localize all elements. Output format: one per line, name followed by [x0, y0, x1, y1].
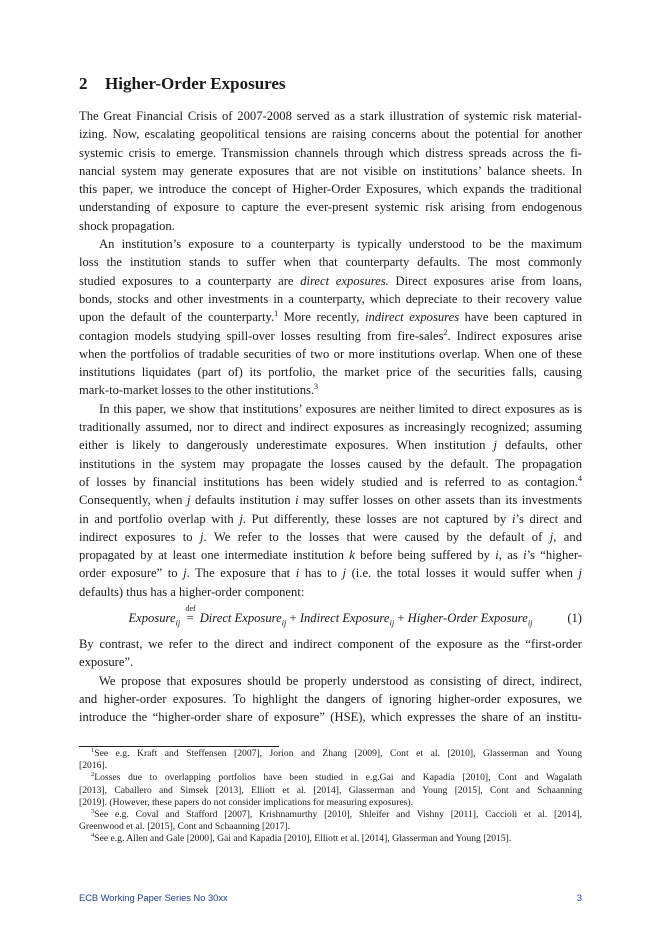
- paragraph: [79, 672, 582, 727]
- italic-text: i: [295, 493, 299, 508]
- text-run: , as: [498, 548, 524, 563]
- text-line: [79, 833, 582, 845]
- footnote: [79, 772, 582, 809]
- text-line: [79, 748, 582, 760]
- text-line: [79, 363, 582, 381]
- text-line: [79, 546, 582, 564]
- footnote-marker: 1: [91, 747, 95, 754]
- italic-text: j: [239, 511, 243, 526]
- text-line: [79, 564, 582, 582]
- text-run: has to: [299, 566, 343, 581]
- text-run: of losses by financial institutions has been widely studied and is referred to as contagion.: [79, 474, 578, 489]
- italic-text: indirect exposures: [364, 310, 460, 325]
- italic-text: i: [523, 548, 527, 563]
- italic-text: i: [495, 548, 499, 563]
- text-run: Direct exposures arise from loans,: [388, 273, 582, 288]
- text-line: [79, 308, 582, 326]
- text-run: . The exposure that: [186, 566, 296, 581]
- text-run: . Put differently, these losses are not captured by: [242, 511, 512, 526]
- text-line: [79, 473, 582, 491]
- equation-term-direct: Direct Exposure: [199, 611, 282, 626]
- text-line: [79, 672, 582, 690]
- text-run: , and: [553, 529, 582, 544]
- text-run: and higher-order exposures. To highlight the dangers of ignoring higher-order exposures, we: [79, 691, 582, 706]
- text-run: See e.g. Allen and Gale [2000], Gai and Kapadia [2010], Elliott et al. [2014], Glasserman and Young [2015].: [94, 833, 512, 845]
- text-run: defaults institution: [190, 493, 296, 508]
- text-run: either is likely to dangerously underestimate exposures. When institution: [79, 438, 494, 453]
- text-run: systemic crisis to emerge. Transmission channels through which distress spreads across the fi-: [79, 145, 582, 160]
- text-line: [79, 198, 582, 216]
- text-run: (i.e. the total losses it would suffer when: [346, 566, 579, 581]
- paragraph: [79, 400, 582, 601]
- italic-text: k: [349, 548, 355, 563]
- page-number: 3: [576, 893, 582, 903]
- text-run: Greenwood et al. [2015], Cont and Schaanning [2017].: [79, 821, 291, 833]
- text-run: Losses due to overlapping portfolios have been studied in e.g.Gai and Kapadia [2010], Cont and Wagalath: [94, 772, 582, 784]
- footnote-marker: 4: [578, 473, 582, 483]
- text-line: [79, 436, 582, 454]
- text-run: More recently,: [278, 310, 365, 325]
- text-line: [79, 381, 582, 399]
- text-run: upon the default of the counterparty.: [79, 310, 275, 325]
- text-run: In this paper, we show that institutions’ exposures are neither limited to direct exposures as is: [99, 401, 582, 416]
- text-run: exposure”.: [79, 655, 134, 670]
- text-run: mark-to-market losses to the other institutions.: [79, 383, 315, 398]
- text-line: [79, 400, 582, 418]
- footnote-marker: 2: [91, 771, 95, 779]
- equation-term-higher-order: Higher-Order Exposure: [407, 611, 528, 626]
- text-run: [2019]. (However, these papers do not consider implications for measuring exposures).: [79, 796, 413, 808]
- text-line: [79, 772, 582, 784]
- text-line: [79, 327, 582, 345]
- text-run: [2016].: [79, 760, 107, 772]
- footnote-marker: 2: [443, 327, 448, 337]
- text-run: defaults) thus has a higher-order component:: [79, 584, 305, 599]
- italic-text: j: [186, 493, 191, 508]
- section-title: Higher-Order Exposures: [105, 74, 286, 93]
- text-run: propagated by at least one intermediate institution: [79, 548, 350, 563]
- text-run: ’s direct and: [515, 511, 582, 526]
- text-run: shock propagation.: [79, 218, 175, 233]
- text-line: [79, 253, 582, 271]
- text-run: studied exposures to a counterparty are: [79, 273, 301, 288]
- section-heading: [79, 74, 286, 94]
- footnote: [79, 809, 582, 833]
- text-run: nancial system may generate exposures that are not visible on institutions’ balance sheets. In: [79, 163, 582, 178]
- text-run: defaults, other: [497, 438, 582, 453]
- paragraph: [79, 235, 582, 400]
- text-run: may suffer losses on other assets than its investments: [298, 493, 582, 508]
- def-equals: def =: [186, 601, 193, 635]
- italic-text: j: [183, 566, 187, 581]
- text-run: See e.g. Coval and Stafford [2007], Krishnamurthy [2010], Shleifer and Vishny [2011], Caccioli et al. [2014],: [94, 808, 582, 820]
- equation-1: Exposure$_{ij}$ def = Direct Exposure$_{ij}$ + Indirect Exposure$_{ij}$ + Higher-Order Exposure$_{ij}$ (1): [79, 601, 582, 635]
- footnote: [79, 833, 582, 845]
- footnote-marker: 4: [91, 832, 95, 840]
- text-run: The Great Financial Crisis of 2007-2008 served as a stark illustration of systemic risk material-: [79, 109, 582, 123]
- paragraphs-before-equation: [79, 107, 582, 601]
- text-run: order exposure” to: [79, 566, 184, 581]
- equation-subscript: ij: [389, 617, 395, 628]
- text-line: [79, 345, 582, 363]
- text-line: [79, 455, 582, 473]
- equation-term-indirect: Indirect Exposure: [299, 611, 390, 626]
- text-line: [79, 510, 582, 528]
- def-label: def: [185, 604, 196, 614]
- text-line: [79, 528, 582, 546]
- footer-series: ECB Working Paper Series No 30xx: [79, 893, 228, 903]
- italic-text: i: [295, 566, 300, 581]
- equation-subscript: ij: [527, 617, 533, 628]
- page-footer: [79, 893, 582, 903]
- italic-text: i: [511, 511, 516, 526]
- text-run: when the portfolios of tradable securities of two or more institutions overlap. When one of these: [79, 346, 582, 361]
- text-line: [79, 144, 582, 162]
- text-line: [79, 125, 582, 143]
- footnote-marker: 1: [274, 309, 279, 319]
- text-run: introduce the “higher-order share of exposure” (HSE), which expresses the share of an institu-: [79, 710, 582, 725]
- text-line: [79, 217, 582, 235]
- paragraph: [79, 635, 582, 672]
- text-line: [79, 235, 582, 253]
- text-run: ’s “higher-: [526, 548, 582, 563]
- text-line: [79, 635, 582, 653]
- equation-subscript: ij: [281, 617, 287, 628]
- text-line: [79, 583, 582, 601]
- paragraph: [79, 107, 582, 235]
- text-run: izing. Now, escalating geopolitical tensions are raising concerns about the potential for another: [79, 127, 582, 142]
- italic-text: j: [199, 529, 204, 544]
- text-line: [79, 653, 582, 671]
- text-run: understanding of exposure to capture the ever-present systemic risk arising from endogenous: [79, 200, 582, 215]
- text-line: [79, 821, 582, 833]
- text-line: [79, 180, 582, 198]
- section-number: 2: [79, 74, 88, 93]
- text-run: institutions in the system may propagate the losses caused by the default. The propagation: [79, 456, 582, 471]
- footnote: [79, 748, 582, 772]
- text-run: have been captured in: [459, 310, 582, 325]
- text-run: institutions liquidates (part of) its portfolio, the market price of the securities falls, causing: [79, 365, 582, 380]
- text-line: [79, 418, 582, 436]
- text-run: indirect exposures to: [79, 529, 200, 544]
- text-run: traditionally assumed, nor to direct and indirect exposures as increasingly recognized; assuming: [79, 420, 582, 435]
- text-run: We propose that exposures should be properly understood as consisting of direct, indirect,: [99, 673, 582, 688]
- text-run: in and portfolio overlap with: [79, 511, 240, 526]
- italic-text: direct exposures.: [300, 273, 389, 288]
- text-run: . We refer to the losses that were caused by the default of: [203, 529, 550, 544]
- text-line: [79, 690, 582, 708]
- text-run: By contrast, we refer to the direct and indirect component of the exposure as the “first-order: [79, 637, 582, 652]
- italic-text: j: [578, 566, 582, 581]
- text-line: [79, 785, 582, 797]
- footnote-rule: [79, 746, 279, 747]
- equation-subscript: ij: [175, 617, 181, 628]
- footnote-marker: 3: [91, 807, 95, 815]
- text-line: [79, 272, 582, 290]
- italic-text: j: [342, 566, 347, 581]
- text-run: An institution’s exposure to a counterparty is typically understood to be the maximum: [99, 237, 582, 252]
- equation-number: (1): [567, 611, 582, 626]
- equation-lhs: Exposure: [128, 611, 176, 626]
- text-run: loss the institution stands to suffer when that counterparty defaults. The most commonly: [79, 255, 582, 270]
- footnote-marker: 3: [314, 382, 319, 392]
- text-line: [79, 162, 582, 180]
- footnotes: [79, 748, 582, 846]
- text-line: [79, 809, 582, 821]
- text-run: contagion models studying spill-over losses resulting from fire-sales: [79, 328, 444, 343]
- text-line: [79, 708, 582, 726]
- paragraphs-after-equation: [79, 635, 582, 726]
- text-run: before being suffered by: [354, 548, 496, 563]
- text-run: Consequently, when: [79, 493, 187, 508]
- text-run: bonds, stocks and other investments in a counterparty, which depreciate to their recovery value: [79, 291, 582, 306]
- text-run: . Indirect exposures arise: [447, 328, 582, 343]
- text-line: [79, 290, 582, 308]
- text-run: this paper, we introduce the concept of Higher-Order Exposures, which expands the traditional: [79, 182, 582, 197]
- text-run: See e.g. Kraft and Steffensen [2007], Jorion and Zhang [2009], Cont et al. [2010], Glasserman and Young: [94, 748, 582, 759]
- body-text: [79, 107, 582, 727]
- text-line: [79, 760, 582, 772]
- text-line: [79, 491, 582, 509]
- text-line: [79, 107, 582, 125]
- italic-text: j: [549, 529, 554, 544]
- text-line: [79, 797, 582, 809]
- text-run: [2013], Caballero and Simsek [2013], Elliott et al. [2014], Glasserman and Young [2015], Cont and Schaanning: [79, 784, 582, 796]
- italic-text: j: [493, 438, 498, 453]
